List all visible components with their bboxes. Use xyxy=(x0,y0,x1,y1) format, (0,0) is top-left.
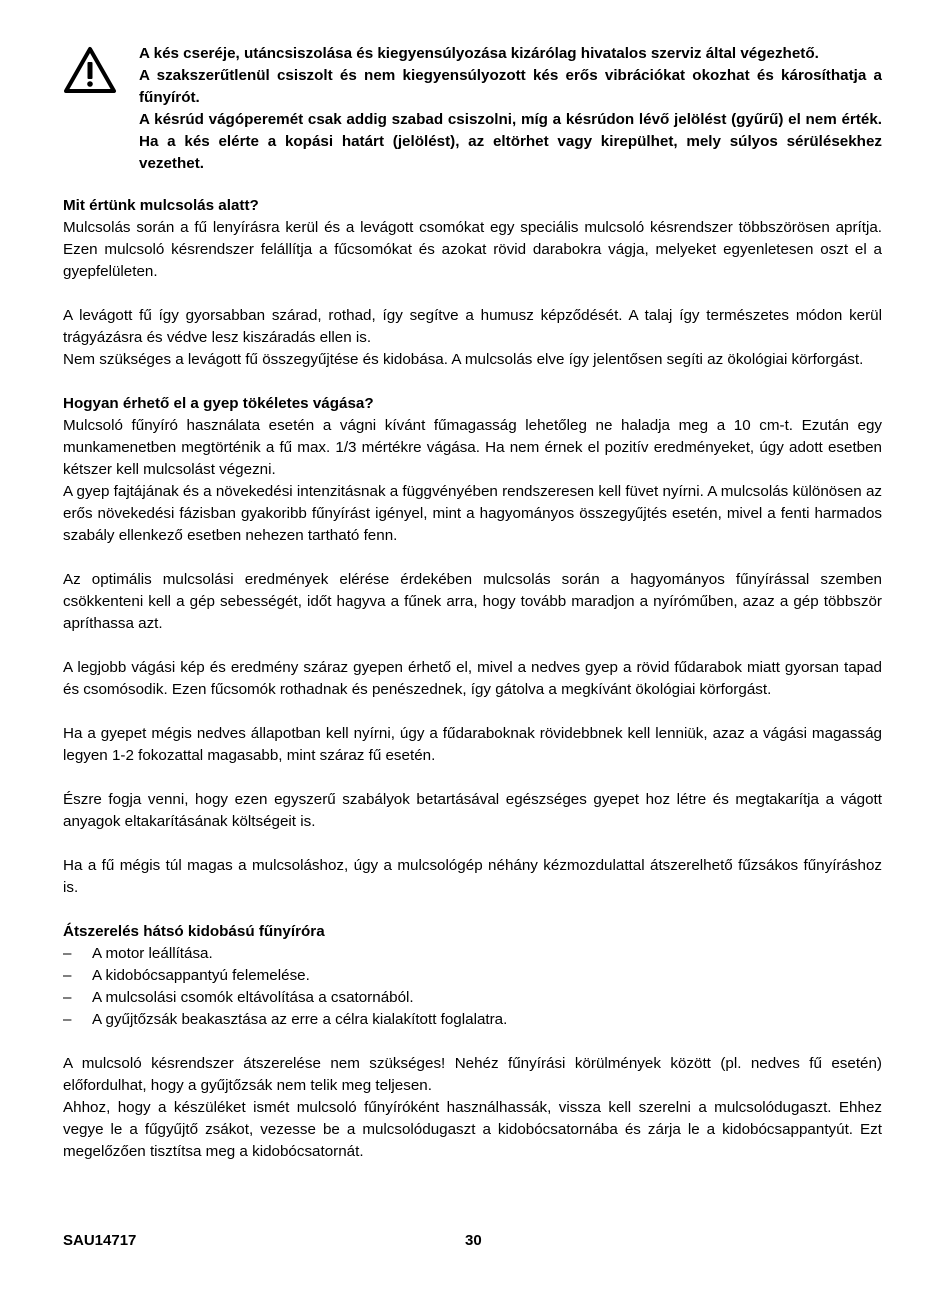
list-item xyxy=(63,943,882,965)
section-heading-perfect-cut: Hogyan érhető el a gyep tökéletes vágása? xyxy=(63,395,374,412)
paragraph: Ahhoz, hogy a készüléket ismét mulcsoló fűnyíróként használhassák, vissza kell szerelni a mulcsolódugaszt. Ehhez vegye le a fűgyűjtő zsákot, vezesse be a mulcsolódugaszt a kidobócsatornába és zárja le a kidobócsappantyút. Ezt megelőzően tisztítsa meg a kidobócsatornát. xyxy=(63,1099,882,1160)
paragraph: A legjobb vágási kép és eredmény száraz gyepen érhető el, mivel a nedves gyep a rövid fűdarabok miatt gyorsan tapad és csomósodik. Ezen fűcsomók rothadnak és penészednek, így gátolva a megkívánt ökológiai körforgást. xyxy=(63,659,882,698)
paragraph: A gyep fajtájának és a növekedési intenzitásnak a függvényében rendszeresen kell füvet nyírni. A mulcsolás különösen az erős növekedési fázisban gyakoribb fűnyírást igényel, mint a hagyományos összegyűjtés esetén, mivel a fenti harmados szabály ellenkező esetben nehezen tartható fenn. xyxy=(63,483,882,544)
list-item xyxy=(63,1009,882,1031)
page-number: 30 xyxy=(465,1232,482,1249)
document-body xyxy=(63,43,882,1163)
dash-marker: – xyxy=(63,1011,72,1028)
paragraph: A levágott fű így gyorsabban szárad, rothad, így segítve a humusz képződését. A talaj így természetes módon kerül trágyázásra és védve lesz kiszáradás ellen is. xyxy=(63,307,882,346)
paragraph: Nem szükséges a levágott fű összegyűjtése és kidobása. A mulcsolás elve így jelentősen segíti az ökológiai körforgást. xyxy=(63,351,864,368)
list-item xyxy=(63,987,882,1009)
warning-text xyxy=(139,43,882,175)
paragraph: A mulcsoló késrendszer átszerelése nem szükséges! Nehéz fűnyírási körülmények között (pl. nedves fű esetén) előfordulhat, hogy a gyűjtőzsák nem telik meg teljesen. xyxy=(63,1055,882,1094)
list-item-text: A kidobócsappantyú felemelése. xyxy=(92,967,310,984)
dash-marker: – xyxy=(63,945,72,962)
paragraph: Mulcsolás során a fű lenyírásra kerül és a levágott csomókat egy speciális mulcsoló késrendszer többszörösen aprítja. Ezen mulcsoló késrendszer felállítja a fűcsomókat és azokat rövid darabokra vágja, melyeket egyenletesen oszt el a gyepfelületen. xyxy=(63,219,882,280)
paragraph: Ha a fű mégis túl magas a mulcsoláshoz, úgy a mulcsológép néhány kézmozdulattal átszerelhető fűzsákos fűnyíráshoz is. xyxy=(63,857,882,896)
paragraph: Az optimális mulcsolási eredmények elérése érdekében mulcsolás során a hagyományos fűnyírással szemben csökkenteni kell a gép sebességét, időt hagyva a fűnek arra, hogy tovább maradjon a nyíróműben, azaz a gép többször apríthassa azt. xyxy=(63,571,882,632)
list-item xyxy=(63,965,882,987)
page-footer xyxy=(63,1232,882,1252)
warning-line: A szakszerűtlenül csiszolt és nem kiegyensúlyozott kés erős vibrációkat okozhat és károsíthatja a fűnyírót. xyxy=(139,67,882,106)
warning-line: A kés cseréje, utáncsiszolása és kiegyensúlyozása kizárólag hivatalos szerviz által végezhető. xyxy=(139,45,819,62)
paragraph: Ha a gyepet mégis nedves állapotban kell nyírni, úgy a fűdaraboknak rövidebbnek kell lenniük, azaz a vágási magasság legyen 1-2 fokozattal magasabb, mint száraz fű esetén. xyxy=(63,725,882,764)
dash-marker: – xyxy=(63,967,72,984)
list-item-text: A gyűjtőzsák beakasztása az erre a célra kialakított foglalatra. xyxy=(92,1011,508,1028)
paragraph: Mulcsoló fűnyíró használata esetén a vágni kívánt fűmagasság lehetőleg ne haladja meg a 10 cm-t. Ezután egy munkamenetben megtörténik a fű max. 1/3 mértékre vágása. Ha nem érnek el pozitív eredményeket, úgy adott esetben kétszer kell mulcsolást végezni. xyxy=(63,417,882,478)
warning-triangle-icon xyxy=(63,45,139,95)
dash-marker: – xyxy=(63,989,72,1006)
warning-block xyxy=(63,43,882,175)
warning-line: A késrúd vágóperemét csak addig szabad csiszolni, míg a késrúdon lévő jelölést (gyűrű) el nem érték. Ha a kés elérte a kopási határt (jelölést), az eltörhet vagy kirepülhet, mely súlyos sérülésekhez vezethet. xyxy=(139,111,882,172)
section-heading-mulching: Mit értünk mulcsolás alatt? xyxy=(63,197,259,214)
list-item-text: A mulcsolási csomók eltávolítása a csatornából. xyxy=(92,989,414,1006)
list-item-text: A motor leállítása. xyxy=(92,945,213,962)
paragraph: Észre fogja venni, hogy ezen egyszerű szabályok betartásával egészséges gyepet hoz létre és megtakarítja a vágott anyagok eltakarításának költségeit is. xyxy=(63,791,882,830)
section-heading-conversion: Átszerelés hátsó kidobású fűnyíróra xyxy=(63,923,325,940)
conversion-steps-list xyxy=(63,943,882,1031)
document-code: SAU14717 xyxy=(63,1232,137,1249)
